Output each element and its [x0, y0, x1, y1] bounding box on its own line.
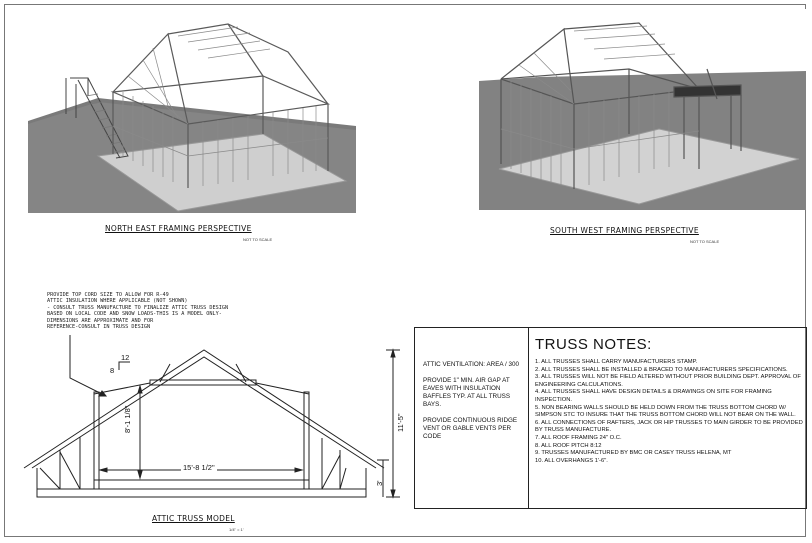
truss-note: 6. ALL CONNECTIONS OF RAFTERS, JACK OR HIP TRUSSES TO MAIN GIRDER TO BE PROVIDED BY TRUSS MANUFACTURE. — [535, 419, 803, 434]
truss-notes-title: TRUSS NOTES: — [535, 336, 652, 353]
truss-note: 10. ALL OVERHANGS 1'-6". — [535, 457, 608, 464]
truss-note: 1. ALL TRUSSES SHALL CARRY MANUFACTURERS STAMP. — [535, 359, 698, 365]
room-height-dimension: 8'-1 1/8" — [123, 405, 132, 433]
south-west-scale-note: NOT TO SCALE — [690, 239, 720, 244]
ventilation-note: PROVIDE 1" MIN. AIR GAP AT EAVES WITH INSULATION BAFFLES TYP. AT ALL TRUSS BAYS. — [423, 377, 511, 408]
room-wall-right — [304, 392, 309, 489]
south-west-caption: SOUTH WEST FRAMING PERSPECTIVE — [550, 226, 699, 235]
top-chord — [32, 357, 376, 468]
bottom-chord — [37, 489, 366, 497]
pitch-run-label: 12 — [121, 353, 130, 362]
note-line: ATTIC INSULATION WHERE APPLICABLE (NOT SHOWN) — [47, 298, 188, 305]
ventilation-notes — [423, 361, 525, 449]
truss-notes-column — [535, 336, 803, 465]
truss-note: 5. NON BEARING WALLS SHOULD BE HELD DOWN FROM THE TRUSS BOTTOM CHORD W/ SIMPSON STC TO INSURE THAT THE TRUSS BOTTOM CHORD WILL NOT BEAR ON THE WALL. — [535, 404, 796, 419]
note-line: BASED ON LOCAL CODE AND SNOW LOADS-THIS IS A MODEL ONLY- — [47, 311, 222, 318]
truss-note: 3. ALL TRUSSES WILL NOT BE FIELD ALTERED WITHOUT PRIOR BUILDING DEPT. APPROVAL OF ENGINEERING CALCULATIONS. — [535, 374, 801, 388]
attic-truss-scale: 1/4" = 1' — [229, 527, 244, 532]
truss-note: 2. ALL TRUSSES SHALL BE INSTALLED & BRACED TO MANUFACTURERS SPECIFICATIONS. — [535, 366, 788, 373]
truss-note: 9. TRUSSES MANUFACTURED BY BMC OR CASEY TRUSS HELENA, MT — [535, 450, 732, 457]
truss-notes-list — [535, 359, 803, 465]
note-line: - CONSULT TRUSS MANUFACTURE TO FINALIZE ATTIC TRUSS DESIGN — [47, 304, 229, 311]
table-divider — [528, 328, 529, 508]
room-width-dimension: 15'-8 1/2" — [183, 463, 215, 472]
truss-note: 8. ALL ROOF PITCH 8:12 — [535, 442, 602, 449]
ventilation-note: ATTIC VENTILATION: AREA / 300 — [423, 361, 519, 368]
knee-height-dimension: 3' — [375, 480, 384, 486]
pitch-rise-label: 8 — [110, 366, 115, 375]
truss-notes-table — [414, 327, 807, 509]
north-east-caption: NORTH EAST FRAMING PERSPECTIVE — [105, 224, 252, 233]
leader-line — [70, 335, 106, 396]
total-height-dimension: 11'-5" — [396, 413, 405, 432]
note-line: PROVIDE TOP CORD SIZE TO ALLOW FOR R-49 — [47, 292, 169, 298]
note-line: REFERENCE-CONSULT IN TRUSS DESIGN — [47, 324, 151, 331]
pitch-symbol — [119, 362, 130, 370]
note-line: DIMENSIONS ARE APPROXIMATE AND FOR — [47, 317, 154, 324]
truss-note: 7. ALL ROOF FRAMING 24" O.C. — [535, 434, 622, 441]
ventilation-note: PROVIDE CONTINUOUS RIDGE VENT OR GABLE VENTS PER CODE — [423, 417, 518, 440]
truss-note: 4. ALL TRUSSES SHALL HAVE DESIGN DETAILS & DRAWINGS ON SITE FOR FRAMING INSPECTION. — [535, 389, 772, 403]
room-wall-left — [94, 392, 99, 489]
north-east-scale-note: NOT TO SCALE — [243, 237, 273, 242]
attic-truss-caption: ATTIC TRUSS MODEL — [152, 514, 235, 523]
top-chord — [24, 350, 384, 468]
